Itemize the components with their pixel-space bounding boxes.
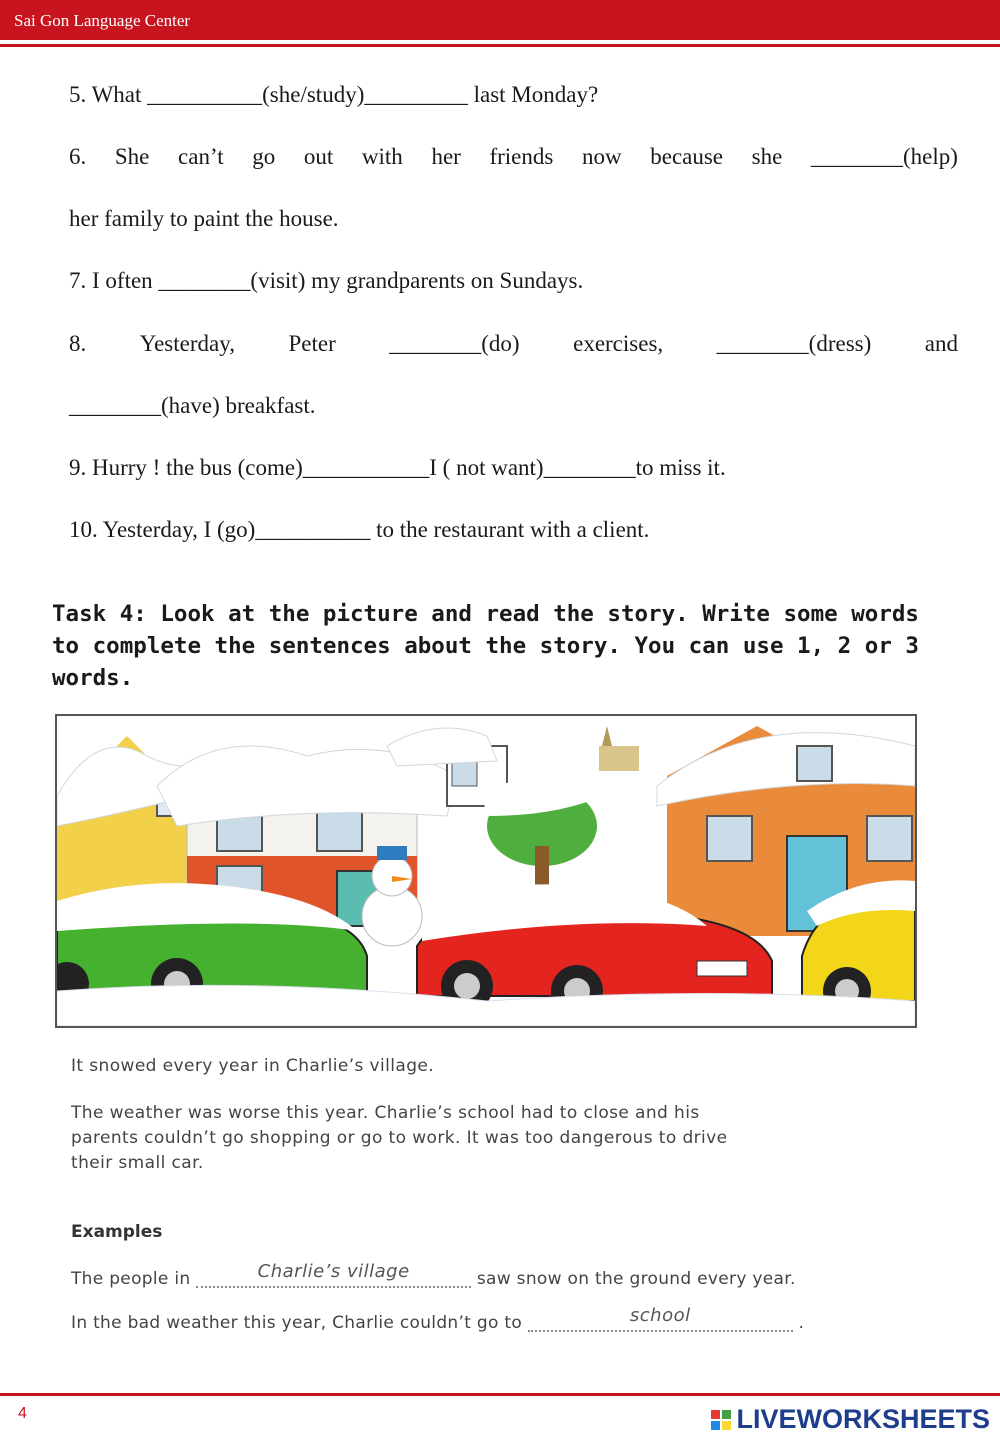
example-2-answer: school: [629, 1305, 691, 1326]
brand-name: LIVEWORKSHEETS: [736, 1404, 990, 1434]
question-5: 5. What __________(she/study)_________ last Monday?: [69, 82, 599, 107]
example-1-text-before: The people in: [71, 1269, 191, 1289]
word: Yesterday,: [139, 331, 235, 356]
example-2-answer-blank: [528, 1305, 793, 1332]
question-6-line-1: [69, 144, 958, 170]
word: out: [303, 144, 334, 169]
word: 6.: [69, 144, 87, 169]
question-6-line-2: her family to paint the house.: [69, 206, 339, 231]
snowy-street-illustration: [57, 716, 915, 1026]
answer-blank-help[interactable]: ________(help): [810, 144, 958, 169]
word: with: [361, 144, 403, 169]
example-1-text-after: saw snow on the ground every year.: [476, 1269, 796, 1289]
story-paragraph-2-line-1: The weather was worse this year. Charlie’s school had to close and his: [71, 1103, 700, 1123]
task-4-instruction: Task 4: Look at the picture and read the story. Write some words to complete the sentences about the story. You can use 1, 2 or 3 words.: [52, 601, 919, 691]
word: exercises,: [573, 331, 664, 356]
question-10: 10. Yesterday, I (go)__________ to the restaurant with a client.: [69, 517, 650, 542]
example-2-text-after: .: [798, 1313, 805, 1333]
question-8-line-2: ________(have) breakfast.: [69, 393, 316, 418]
example-2: [71, 1305, 805, 1333]
liveworksheets-logo-icon: [711, 1410, 731, 1430]
word: her: [431, 144, 461, 169]
examples-heading: Examples: [71, 1222, 163, 1242]
snowy-street-picture: [55, 714, 917, 1028]
header-title: Sai Gon Language Center: [14, 11, 191, 30]
page-number: 4: [18, 1405, 27, 1422]
question-7: 7. I often ________(visit) my grandparents on Sundays.: [69, 268, 584, 293]
example-1-answer: Charlie’s village: [257, 1261, 410, 1282]
example-1-answer-blank: [196, 1261, 471, 1288]
word: because: [650, 144, 724, 169]
word: friends: [489, 144, 554, 169]
word: and: [924, 331, 958, 356]
footer-divider: [0, 1393, 1000, 1396]
story-paragraph-2-line-2: parents couldn’t go shopping or go to work. It was too dangerous to drive: [71, 1128, 728, 1148]
word: go: [252, 144, 276, 169]
answer-blank-do[interactable]: ________(do): [389, 331, 520, 356]
header-bar: [0, 0, 1000, 40]
question-8-line-1: [69, 331, 958, 357]
word: She: [114, 144, 150, 169]
story-paragraph-2-line-3: their small car.: [71, 1153, 204, 1173]
liveworksheets-logo[interactable]: [711, 1404, 990, 1435]
word: can’t: [178, 144, 224, 169]
answer-blank-dress[interactable]: ________(dress): [716, 331, 872, 356]
word: now: [581, 144, 622, 169]
header-divider: [0, 44, 1000, 47]
word: Peter: [288, 331, 336, 356]
example-2-text-before: In the bad weather this year, Charlie couldn’t go to: [71, 1313, 523, 1333]
story-paragraph-1: It snowed every year in Charlie’s village.: [71, 1056, 435, 1076]
word: she: [751, 144, 783, 169]
example-1: [71, 1261, 796, 1289]
word: 8.: [69, 331, 87, 356]
question-9: 9. Hurry ! the bus (come)___________I ( not want)________to miss it.: [69, 455, 726, 480]
